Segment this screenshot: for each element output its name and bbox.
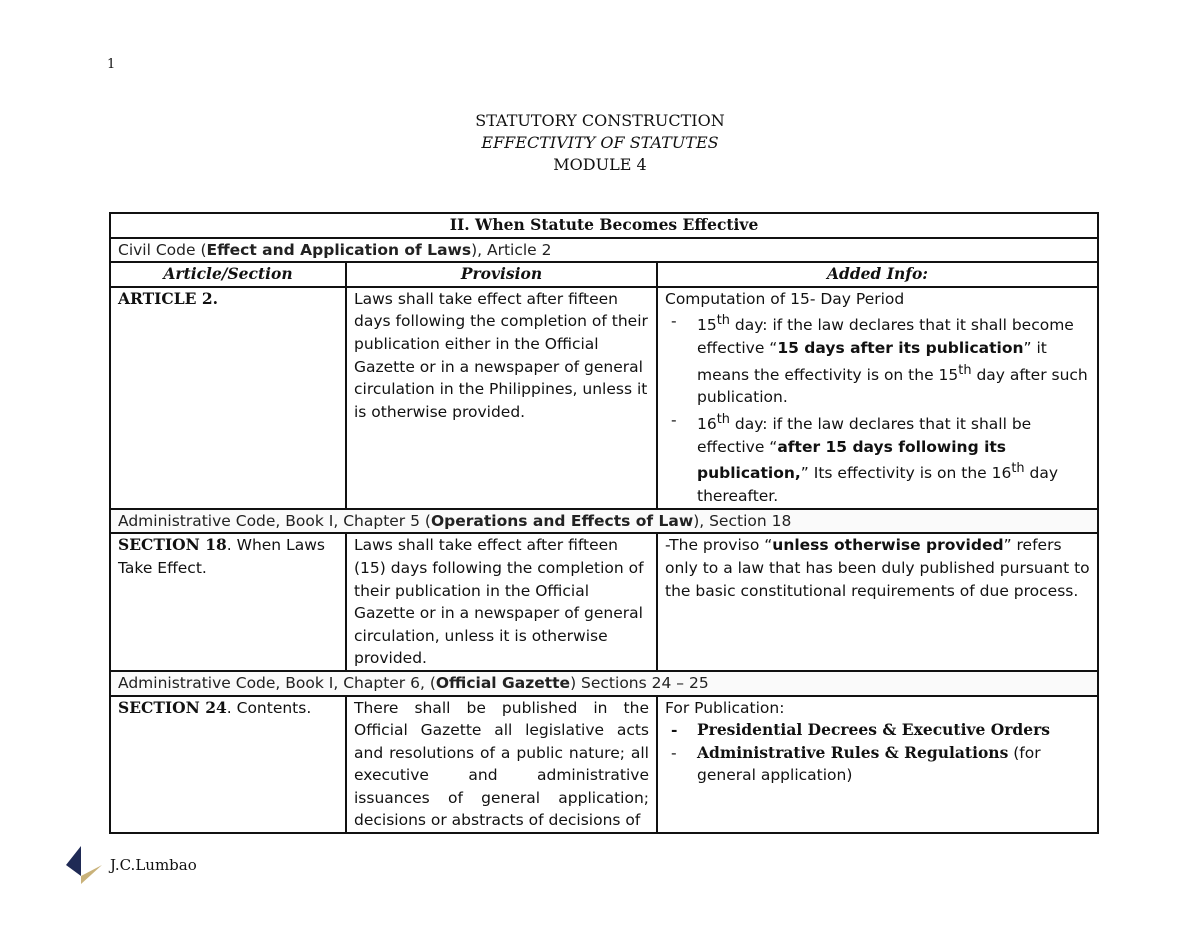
info-cell: For Publication: - Presidential Decrees & Executive Orders - Administrative Rules & Regulations (for general application) xyxy=(657,696,1098,834)
table-heading: II. When Statute Becomes Effective xyxy=(110,213,1098,238)
column-header-info: Added Info: xyxy=(657,262,1098,287)
section-source-civil-code: Civil Code (Effect and Application of Laws), Article 2 xyxy=(110,238,1098,263)
logo-icon xyxy=(66,846,104,884)
footer xyxy=(66,846,197,884)
table-row xyxy=(110,287,1098,509)
section-row-admin-code-ch6 xyxy=(110,671,1098,696)
table-row xyxy=(110,533,1098,671)
column-header-article: Article/Section xyxy=(110,262,346,287)
info-cell: -The proviso “unless otherwise provided” refers only to a law that has been duly published pursuant to the basic constitutional requirements of due process. xyxy=(657,533,1098,671)
list-item: - 16th day: if the law declares that it shall be effective “after 15 days following its publication,” Its effectivity is on the 16th day thereafter. xyxy=(665,409,1090,508)
section-source-admin-code-ch6: Administrative Code, Book I, Chapter 6, (Official Gazette) Sections 24 – 25 xyxy=(110,671,1098,696)
article-cell: SECTION 24. Contents. xyxy=(110,696,346,834)
list-item: - Administrative Rules & Regulations (for general application) xyxy=(665,742,1090,787)
table-heading-row xyxy=(110,213,1098,238)
document-header xyxy=(0,110,1200,176)
provision-cell: There shall be published in the Official Gazette all legislative acts and resolutions of a public nature; all executive and administrative issuances of general application; decisions or abstracts of decisions of xyxy=(346,696,657,834)
article-cell: ARTICLE 2. xyxy=(110,287,346,509)
info-cell: Computation of 15- Day Period - 15th day: if the law declares that it shall become effective “15 days after its publication” it means the effectivity is on the 15th day after such publication. - 16th day: if the law declares that it shall be effective “after 15 days following its publication,” Its effectivity is on the 16th day thereafter. xyxy=(657,287,1098,509)
info-list xyxy=(665,719,1090,787)
column-header-provision: Provision xyxy=(346,262,657,287)
section-row-civil-code xyxy=(110,238,1098,263)
article-cell: SECTION 18. When Laws Take Effect. xyxy=(110,533,346,671)
author-name: J.C.Lumbao xyxy=(110,856,197,874)
module-label: MODULE 4 xyxy=(553,155,647,174)
list-item: - 15th day: if the law declares that it shall become effective “15 days after its publication” it means the effectivity is on the 15th day after such publication. xyxy=(665,310,1090,409)
section-row-admin-code-ch5 xyxy=(110,509,1098,534)
statute-table xyxy=(109,212,1099,834)
document-title: STATUTORY CONSTRUCTION xyxy=(475,111,725,130)
provision-cell: Laws shall take effect after fifteen (15) days following the completion of their publication in the Official Gazette or in a newspaper of general circulation, unless it is otherwise provided. xyxy=(346,533,657,671)
section-source-admin-code-ch5: Administrative Code, Book I, Chapter 5 (Operations and Effects of Law), Section 18 xyxy=(110,509,1098,534)
provision-cell: Laws shall take effect after fifteen days following the completion of their publication either in the Official Gazette or in a newspaper of general circulation in the Philippines, unless it is otherwise provided. xyxy=(346,287,657,509)
info-list xyxy=(665,310,1090,507)
table-row xyxy=(110,696,1098,834)
document-subtitle: EFFECTIVITY OF STATUTES xyxy=(481,133,719,152)
column-header-row xyxy=(110,262,1098,287)
list-item: - Presidential Decrees & Executive Orders xyxy=(665,719,1090,742)
page-number: 1 xyxy=(107,57,116,72)
